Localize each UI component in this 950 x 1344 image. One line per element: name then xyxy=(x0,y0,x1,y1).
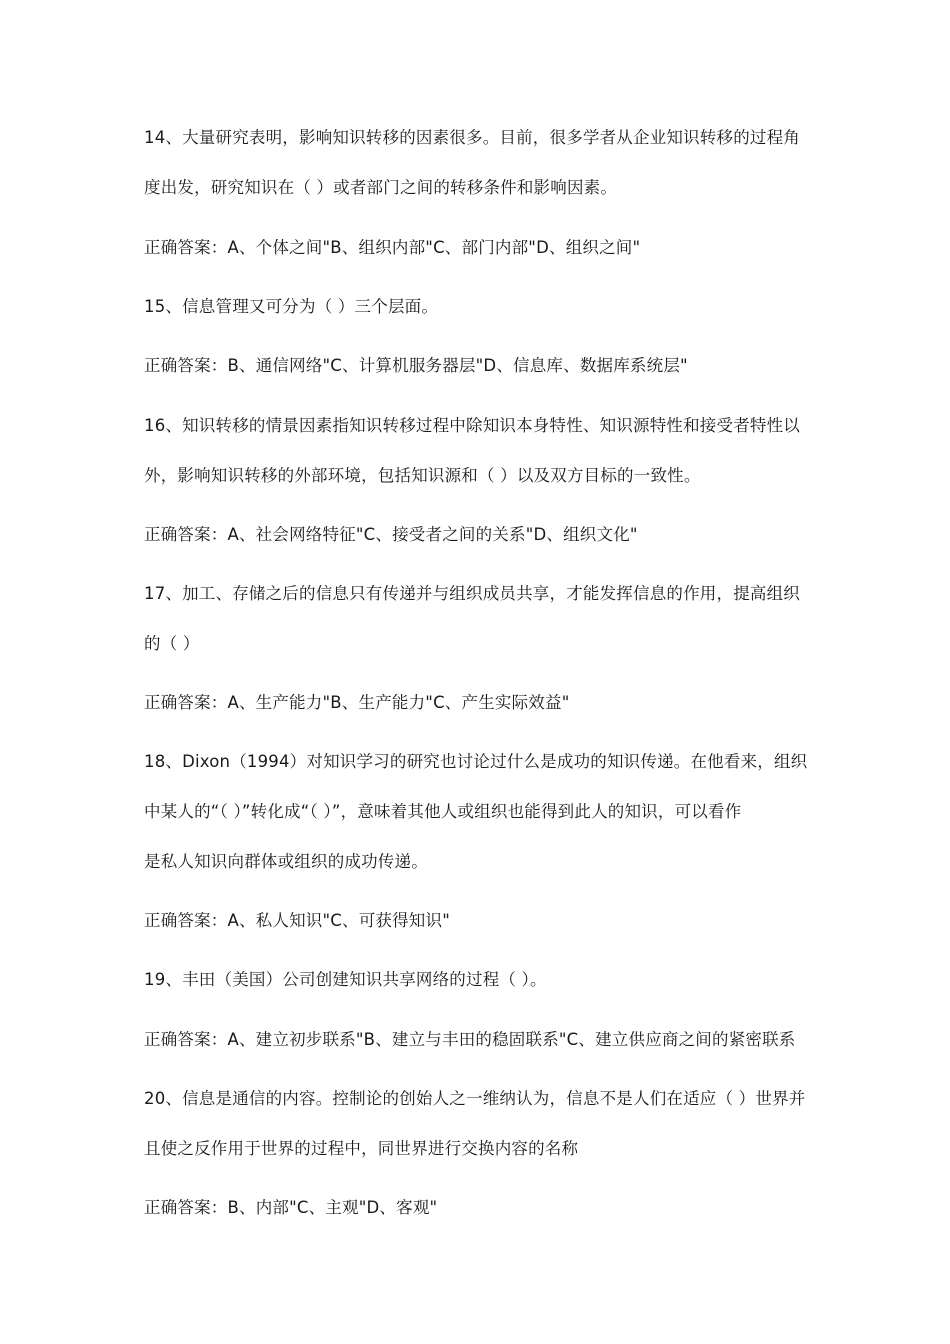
answer-16: 正确答案：A、社会网络特征"C、接受者之间的关系"D、组织文化" xyxy=(144,525,638,544)
question-16-line-2: 外，影响知识转移的外部环境，包括知识源和（ ）以及双方目标的一致性。 xyxy=(144,466,701,485)
answer-14: 正确答案：A、个体之间"B、组织内部"C、部门内部"D、组织之间" xyxy=(144,238,641,257)
question-18-line-3: 是私人知识向群体或组织的成功传递。 xyxy=(144,852,428,871)
question-14-line-1: 14、大量研究表明，影响知识转移的因素很多。目前，很多学者从企业知识转移的过程角 xyxy=(144,128,800,147)
answer-17: 正确答案：A、生产能力"B、生产能力"C、产生实际效益" xyxy=(144,693,570,712)
answer-19: 正确答案：A、建立初步联系"B、建立与丰田的稳固联系"C、建立供应商之间的紧密联系 xyxy=(144,1030,796,1049)
question-18-line-2: 中某人的“（ ）”转化成“（ ）”，意味着其他人或组织也能得到此人的知识，可以看作 xyxy=(144,802,742,821)
question-17-line-2: 的（ ） xyxy=(144,634,200,653)
question-19-line-1: 19、丰田（美国）公司创建知识共享网络的过程（ ）。 xyxy=(144,970,547,989)
question-18-line-1: 18、Dixon（1994）对知识学习的研究也讨论过什么是成功的知识传递。在他看来，组织 xyxy=(144,752,808,771)
question-16-line-1: 16、知识转移的情景因素指知识转移过程中除知识本身特性、知识源特性和接受者特性以 xyxy=(144,416,800,435)
answer-18: 正确答案：A、私人知识"C、可获得知识" xyxy=(144,911,450,930)
question-15-line-1: 15、信息管理又可分为（ ）三个层面。 xyxy=(144,297,439,316)
question-20-line-1: 20、信息是通信的内容。控制论的创始人之一维纳认为，信息不是人们在适应（ ）世界并 xyxy=(144,1089,806,1108)
answer-15: 正确答案：B、通信网络"C、计算机服务器层"D、信息库、数据库系统层" xyxy=(144,356,688,375)
question-14-line-2: 度出发，研究知识在（ ）或者部门之间的转移条件和影响因素。 xyxy=(144,178,618,197)
answer-20: 正确答案：B、内部"C、主观"D、客观" xyxy=(144,1198,438,1217)
question-17-line-1: 17、加工、存储之后的信息只有传递并与组织成员共享，才能发挥信息的作用，提高组织 xyxy=(144,584,800,603)
question-20-line-2: 且使之反作用于世界的过程中，同世界进行交换内容的名称 xyxy=(144,1139,579,1158)
